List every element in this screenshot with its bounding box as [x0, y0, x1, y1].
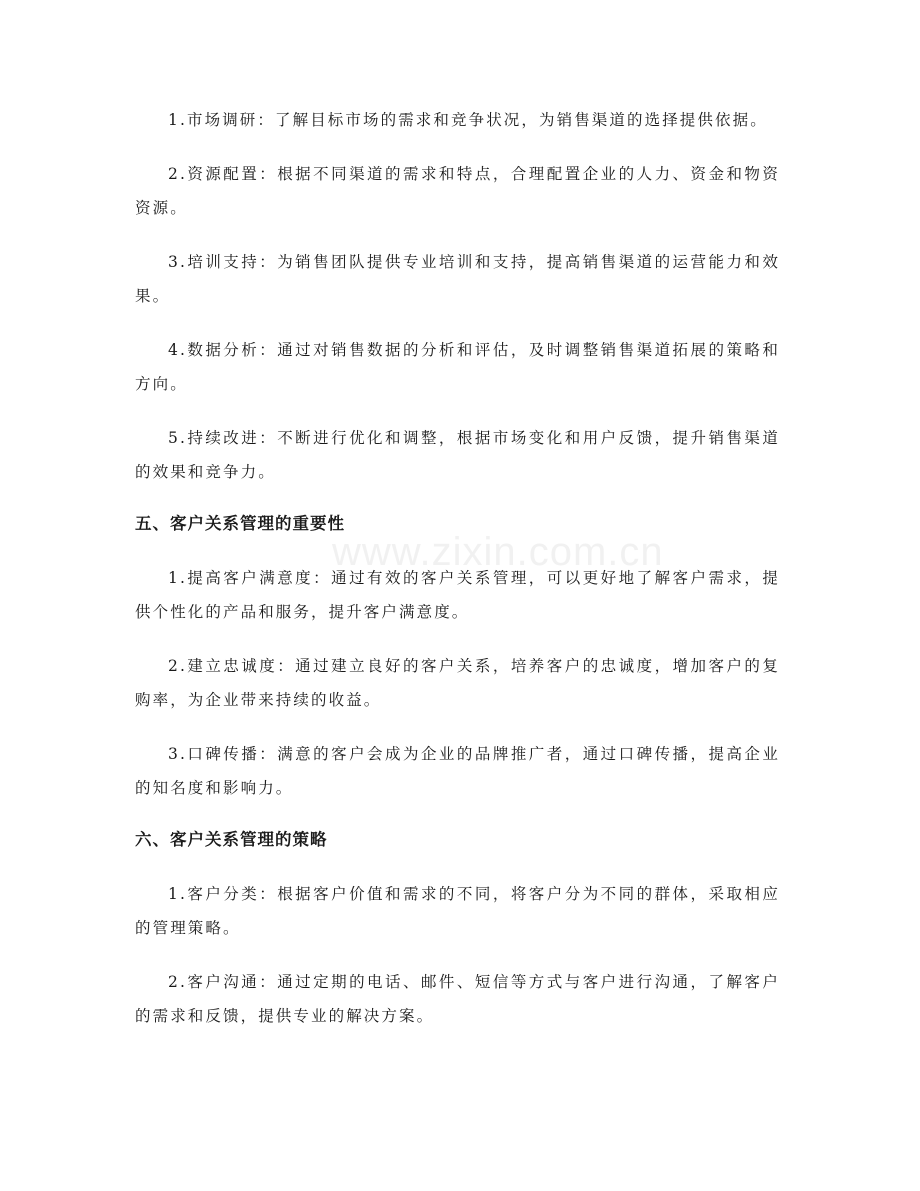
watermark-text: www.zixin.com.cn — [332, 530, 664, 574]
paragraph-loyalty: 2.建立忠诚度：通过建立良好的客户关系，培养客户的忠诚度，增加客户的复购率，为企业带来持续的收益。 — [135, 657, 780, 709]
document-body — [135, 103, 780, 1053]
paragraph-resource-allocation: 2.资源配置：根据不同渠道的需求和特点，合理配置企业的人力、资金和物资资源。 — [135, 165, 780, 217]
paragraph-satisfaction: 1.提高客户满意度：通过有效的客户关系管理，可以更好地了解客户需求，提供个性化的产品和服务，提升客户满意度。 — [135, 569, 780, 621]
paragraph-communication: 2.客户沟通：通过定期的电话、邮件、短信等方式与客户进行沟通，了解客户的需求和反馈，提供专业的解决方案。 — [135, 973, 780, 1025]
paragraph-word-of-mouth: 3.口碑传播：满意的客户会成为企业的品牌推广者，通过口碑传播，提高企业的知名度和影响力。 — [135, 745, 780, 797]
paragraph-continuous-improvement: 5.持续改进：不断进行优化和调整，根据市场变化和用户反馈，提升销售渠道的效果和竞争力。 — [135, 429, 780, 481]
section-heading-importance: 五、客户关系管理的重要性 — [135, 514, 345, 533]
paragraph-data-analysis: 4.数据分析：通过对销售数据的分析和评估，及时调整销售渠道拓展的策略和方向。 — [135, 341, 780, 393]
paragraph-training-support: 3.培训支持：为销售团队提供专业培训和支持，提高销售渠道的运营能力和效果。 — [135, 253, 780, 305]
paragraph-market-research: 1.市场调研：了解目标市场的需求和竞争状况，为销售渠道的选择提供依据。 — [168, 111, 768, 129]
section-heading-strategy: 六、客户关系管理的策略 — [135, 830, 328, 849]
paragraph-classification: 1.客户分类：根据客户价值和需求的不同，将客户分为不同的群体，采取相应的管理策略。 — [135, 885, 780, 937]
